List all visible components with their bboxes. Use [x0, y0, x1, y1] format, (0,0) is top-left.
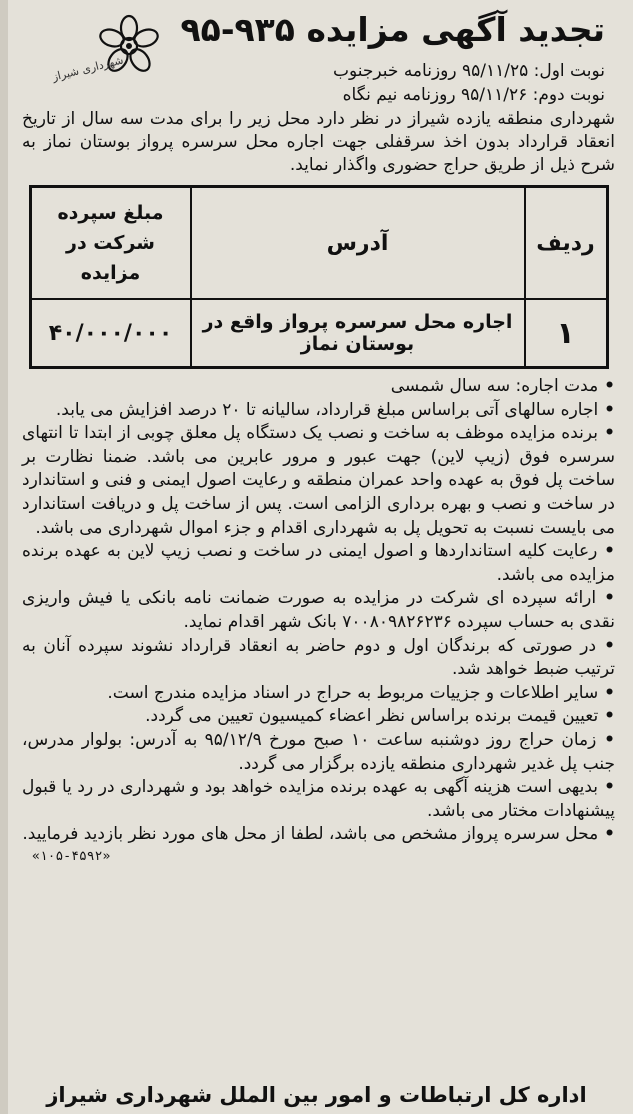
cell-address: اجاره محل سرسره پرواز واقع در بوستان نماز	[191, 299, 525, 368]
condition-item: • سایر اطلاعات و جزییات مربوط به حراج در اسناد مزایده مندرج است.	[107, 682, 615, 703]
condition-item: • اجاره سالهای آتی براساس مبلغ قرارداد، سالیانه تا ۲۰ درصد افزایش می یابد.	[55, 399, 615, 420]
table-header-row	[30, 187, 607, 300]
condition-item: • تعیین قیمت برنده براساس نظر اعضاء کمیسیون تعیین می گردد.	[145, 706, 615, 727]
ad-header	[14, 0, 623, 108]
condition-item: • محل سرسره پرواز مشخص می باشد، لطفا از محل های مورد نظر بازدید فرمایید.	[22, 824, 615, 845]
condition-item: • مدت اجاره: سه سال شمسی	[390, 376, 615, 396]
header-deposit-amount: مبلغ سپرده شرکت در مزایده	[30, 187, 191, 300]
publication-second: نوبت دوم: ۹۵/۱۱/۲۶ روزنامه نیم نگاه	[342, 85, 605, 105]
ad-intro: شهرداری منطقه یازده شیراز در نظر دارد محل زیر را برای مدت سه سال از تاریخ انعقاد قرارداد بدون اخذ سرقفلی جهت اجاره محل سرسره پرواز بوستان نماز به شرح ذیل از طریق حراج حضوری واگذار نماید.	[22, 109, 615, 175]
shiraz-municipality-logo	[84, 12, 174, 86]
page-edge	[0, 0, 8, 1114]
condition-item: • در صورتی که برندگان اول و دوم حاضر به انعقاد قرارداد نشوند سپرده آنان به ترتیب ضبط خواهد شد.	[22, 635, 615, 680]
cell-deposit-amount: ۴۰/۰۰۰/۰۰۰	[30, 299, 191, 368]
table-row	[30, 299, 607, 368]
ad-code: «۱۰۵-۴۵۹۲»	[32, 848, 111, 864]
condition-item: • ارائه سپرده ای شرکت در مزایده به صورت ضمانت نامه بانکی یا فیش واریزی نقدی به حساب سپرده ۷۰۰۸۰۹۸۲۶۲۳۶ بانک شهر اقدام نماید.	[22, 588, 615, 632]
ad-title: تجدید آگهی مزایده ۹۳۵-۹۵	[180, 10, 605, 49]
header-row-number: ردیف	[525, 187, 608, 300]
ad-footer: اداره کل ارتباطات و امور بین الملل شهرداری شیراز	[46, 1083, 587, 1107]
auction-table	[29, 185, 609, 369]
logo-lettering: شهرداری شیراز	[51, 53, 125, 84]
header-address: آدرس	[191, 187, 525, 300]
condition-item: • بدیهی است هزینه آگهی به عهده برنده مزایده خواهد بود و شهرداری در رد یا قبول پیشنهادات مختار می باشد.	[22, 777, 615, 821]
cell-row-number: ۱	[525, 299, 608, 368]
condition-item: • رعایت کلیه استانداردها و اصول ایمنی در ساخت و نصب زیپ لاین به عهده برنده مزایده می باشد.	[22, 541, 615, 585]
condition-item: • برنده مزایده موظف به ساخت و نصب یک دستگاه پل معلق چوبی از ابتدا تا انتهای سرسره فوق (زیپ لاین) جهت عبور و مرور عابرین می باشد. ضمنا نظارت بر ساخت پل فوق به عهده واحد عمران منطقه و رعایت اصول ایمنی و فنی و استاندارد در ساخت و نصب و بهره برداری الزامی است. پس از ساخت پل و دریافت استاندارد می بایست نسبت به تحویل پل به شهرداری اقدام و جزء اموال شهرداری می باشد.	[22, 423, 615, 538]
publication-first: نوبت اول: ۹۵/۱۱/۲۵ روزنامه خبرجنوب	[332, 61, 605, 81]
conditions-list	[22, 375, 615, 847]
condition-item: • زمان حراج روز دوشنبه ساعت ۱۰ صبح مورخ ۹۵/۱۲/۹ به آدرس: بولوار مدرس، جنب پل غدیر شهرداری منطقه یازده برگزار می گردد.	[22, 729, 615, 774]
